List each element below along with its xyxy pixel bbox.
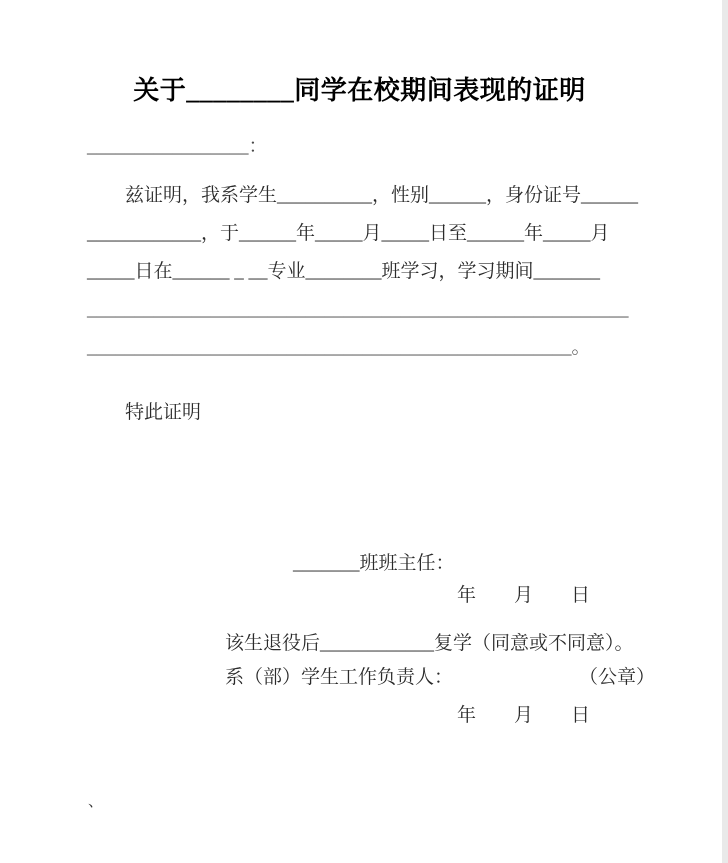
- body-blank-line-4: _________________________________________________________: [87, 299, 629, 320]
- leader-signature-row: [225, 667, 655, 689]
- body-line-3: _____日在______ _ __专业________班学习，学习期间_______: [87, 261, 601, 282]
- resume-study-approval-line: 该生退役后____________复学（同意或不同意）。: [225, 633, 634, 654]
- official-seal-label: （公章）: [578, 667, 655, 688]
- body-blank-line-5: ___________________________________________________。: [87, 337, 591, 358]
- body-paragraph: [87, 177, 639, 367]
- document-content: [87, 0, 655, 727]
- date-line-1: 年 月 日: [457, 585, 591, 606]
- body-line-2: ____________，于______年_____月_____日至______年_____月: [87, 223, 610, 244]
- page-edge-gutter: [722, 0, 728, 863]
- body-line-1: 兹证明，我系学生__________，性别______，身份证号______: [125, 185, 639, 206]
- document-title: 关于________同学在校期间表现的证明: [133, 76, 586, 105]
- leader-signature-label: 系（部）学生工作负责人：: [225, 667, 454, 688]
- head-teacher-signature-line: _______班班主任：: [293, 553, 455, 574]
- salutation-blank-line: _________________：: [87, 136, 268, 157]
- date-line-2: 年 月 日: [457, 705, 591, 726]
- closing-statement: 特此证明: [125, 402, 202, 423]
- stray-punctuation-mark: 、: [88, 794, 104, 810]
